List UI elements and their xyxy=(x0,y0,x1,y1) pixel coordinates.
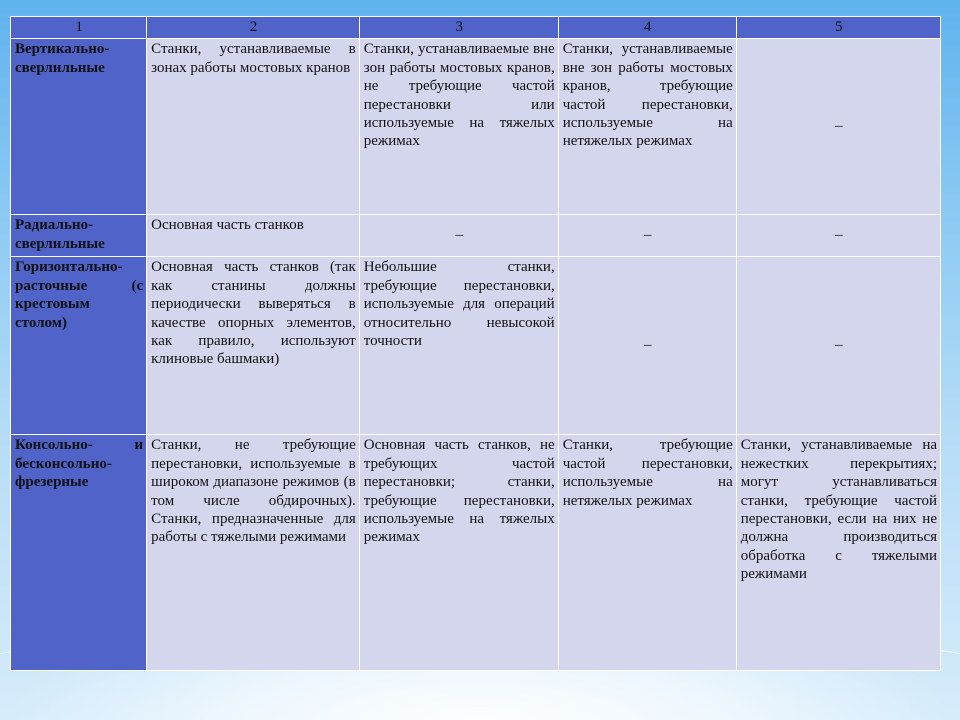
table-cell-empty: – xyxy=(558,257,736,435)
table-cell: Станки, устанавливаемые вне зон работы мостовых кранов, не требующие частой перестановки или используемые на тяжелых режимах xyxy=(359,39,558,215)
column-header-4: 4 xyxy=(558,17,736,39)
column-header-1: 1 xyxy=(11,17,147,39)
column-header-3: 3 xyxy=(359,17,558,39)
table-cell: Станки, не требующие перестановки, используемые в широком диапазоне режимов (в том числе обдирочных). Станки, предназначенные для работы с тяжелыми режимами xyxy=(147,435,360,671)
table-cell: Станки, устанавливаемые на нежестких перекрытиях; могут устанавливаться станки, требующие частой перестановки, если на них не должна производиться обработка с тяжелыми режимами xyxy=(736,435,940,671)
table-cell: Основная часть станков (так как станины должны периодически выверяться в качестве опорных элементов, как правило, используют клиновые башмаки) xyxy=(147,257,360,435)
table-cell: Станки, устанавливаемые в зонах работы мостовых кранов xyxy=(147,39,360,215)
row-header-radial-drilling: Радиально-сверлильные xyxy=(11,215,147,257)
table-cell-empty: – xyxy=(736,39,940,215)
table-row xyxy=(11,257,941,435)
table-cell-empty: – xyxy=(558,215,736,257)
table-cell-empty: – xyxy=(359,215,558,257)
row-header-vertical-drilling: Вертикально-сверлильные xyxy=(11,39,147,215)
table-cell: Станки, требующие частой перестановки, используемые на нетяжелых режимах xyxy=(558,435,736,671)
table-row xyxy=(11,435,941,671)
table-cell-empty: – xyxy=(736,257,940,435)
column-header-2: 2 xyxy=(147,17,360,39)
table-cell: Основная часть станков, не требующих частой перестановки; станки, требующие перестановки, используемые на тяжелых режимах xyxy=(359,435,558,671)
row-header-horizontal-boring: Горизонтально-расточные (с крестовым столом) xyxy=(11,257,147,435)
table-row xyxy=(11,215,941,257)
table-cell: Небольшие станки, требующие перестановки, используемые для операций относительно невысокой точности xyxy=(359,257,558,435)
table-cell: Основная часть станков xyxy=(147,215,360,257)
row-header-milling: Консольно- и бесконсольно-фрезерные xyxy=(11,435,147,671)
machine-installation-table xyxy=(10,16,941,671)
table-cell: Станки, устанавливаемые вне зон работы мостовых кранов, требующие частой перестановки, используемые на нетяжелых режимах xyxy=(558,39,736,215)
table-row xyxy=(11,39,941,215)
header-row xyxy=(11,17,941,39)
column-header-5: 5 xyxy=(736,17,940,39)
table-cell-empty: – xyxy=(736,215,940,257)
